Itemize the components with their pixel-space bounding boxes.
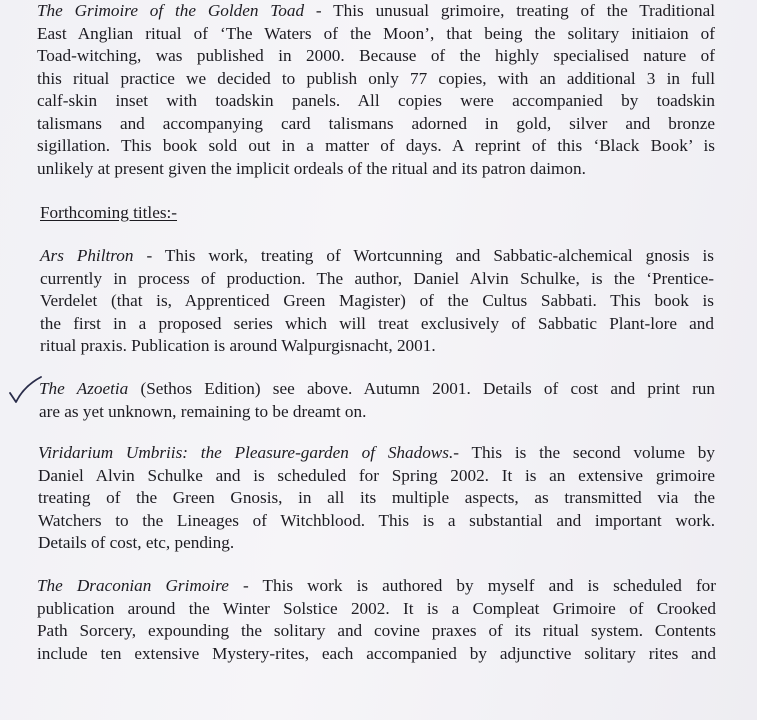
viridarium-line-3: treating of the Green Gnosis, in all its multiple aspects, as transmitted via the (38, 488, 715, 507)
azoetia-paragraph (39, 378, 715, 423)
azoetia-title: The Azoetia (39, 379, 129, 398)
grimoire-toad-line-4: this ritual practice we decided to publish only 77 copies, with an additional 3 in full (37, 68, 715, 88)
viridarium-line-4: Watchers to the Lineages of Witchblood. This is a substantial and important work. (38, 510, 715, 530)
draconian-paragraph (37, 575, 716, 665)
azoetia-line-2: are as yet unknown, remaining to be dreamt on. (39, 401, 367, 421)
ars-philtron-title: Ars Philtron (40, 246, 134, 265)
grimoire-toad-line-7: sigillation. This book sold out in a matter of days. A reprint of this ‘Black Book’ is (37, 136, 715, 155)
ars-philtron-line-2: currently in process of production. The author, Daniel Alvin Schulke, is the ‘Prentice- (40, 268, 714, 288)
draconian-line-1: The Draconian Grimoire - This work is authored by myself and is scheduled for (37, 576, 716, 595)
ars-philtron-line-5: ritual praxis. Publication is around Walpurgisnacht, 2001. (40, 336, 436, 355)
grimoire-toad-line-8: unlikely at present given the implicit ordeals of the ritual and its patron daimon. (37, 158, 586, 178)
ars-philtron-line-3: Verdelet (that is, Apprenticed Green Magister) of the Cultus Sabbati. This book is (40, 291, 714, 310)
forthcoming-titles-heading: Forthcoming titles:- (40, 203, 178, 222)
draconian-line-2: publication around the Winter Solstice 2002. It is a Compleat Grimoire of Crooked (37, 598, 716, 618)
draconian-title: The Draconian Grimoire (37, 576, 229, 595)
draconian-line-3: Path Sorcery, expounding the solitary and covine praxes of its ritual system. Contents (37, 621, 716, 640)
grimoire-toad-line-2: East Anglian ritual of ‘The Waters of the Moon’, that being the solitary initiaion of (37, 23, 715, 43)
grimoire-toad-line-6: talismans and accompanying card talismans adorned in gold, silver and bronze (37, 113, 715, 133)
ars-philtron-paragraph (40, 245, 714, 358)
ars-philtron-line-1: Ars Philtron - This work, treating of Wortcunning and Sabbatic-alchemical gnosis is (40, 246, 714, 265)
handwritten-checkmark-icon (8, 376, 42, 406)
grimoire-toad-line-1: The Grimoire of the Golden Toad - This unusual grimoire, treating of the Traditional (37, 1, 716, 20)
ars-philtron-line-4: the first in a proposed series which will treat exclusively of Sabbatic Plant-lore and (40, 313, 714, 333)
grimoire-toad-line-5: calf-skin inset with toadskin panels. All copies were accompanied by toadskin (37, 91, 715, 110)
draconian-line-4: include ten extensive Mystery-rites, each accompanied by adjunctive solitary rites and (37, 643, 716, 663)
azoetia-line-1: The Azoetia (Sethos Edition) see above. Autumn 2001. Details of cost and print run (39, 379, 715, 398)
viridarium-line-1: Viridarium Umbriis: the Pleasure-garden of Shadows.- This is the second volume by (38, 443, 715, 462)
grimoire-toad-paragraph (37, 0, 715, 180)
viridarium-line-2: Daniel Alvin Schulke and is scheduled for Spring 2002. It is an extensive grimoire (38, 465, 715, 485)
viridarium-line-5: Details of cost, etc, pending. (38, 533, 235, 552)
viridarium-paragraph (38, 442, 715, 555)
grimoire-toad-title: The Grimoire of the Golden Toad (37, 1, 305, 20)
grimoire-toad-line-3: Toad-witching, was published in 2000. Because of the highly specialised nature of (37, 46, 715, 65)
viridarium-title: Viridarium Umbriis: the Pleasure-garden of Shadows. (38, 443, 454, 462)
